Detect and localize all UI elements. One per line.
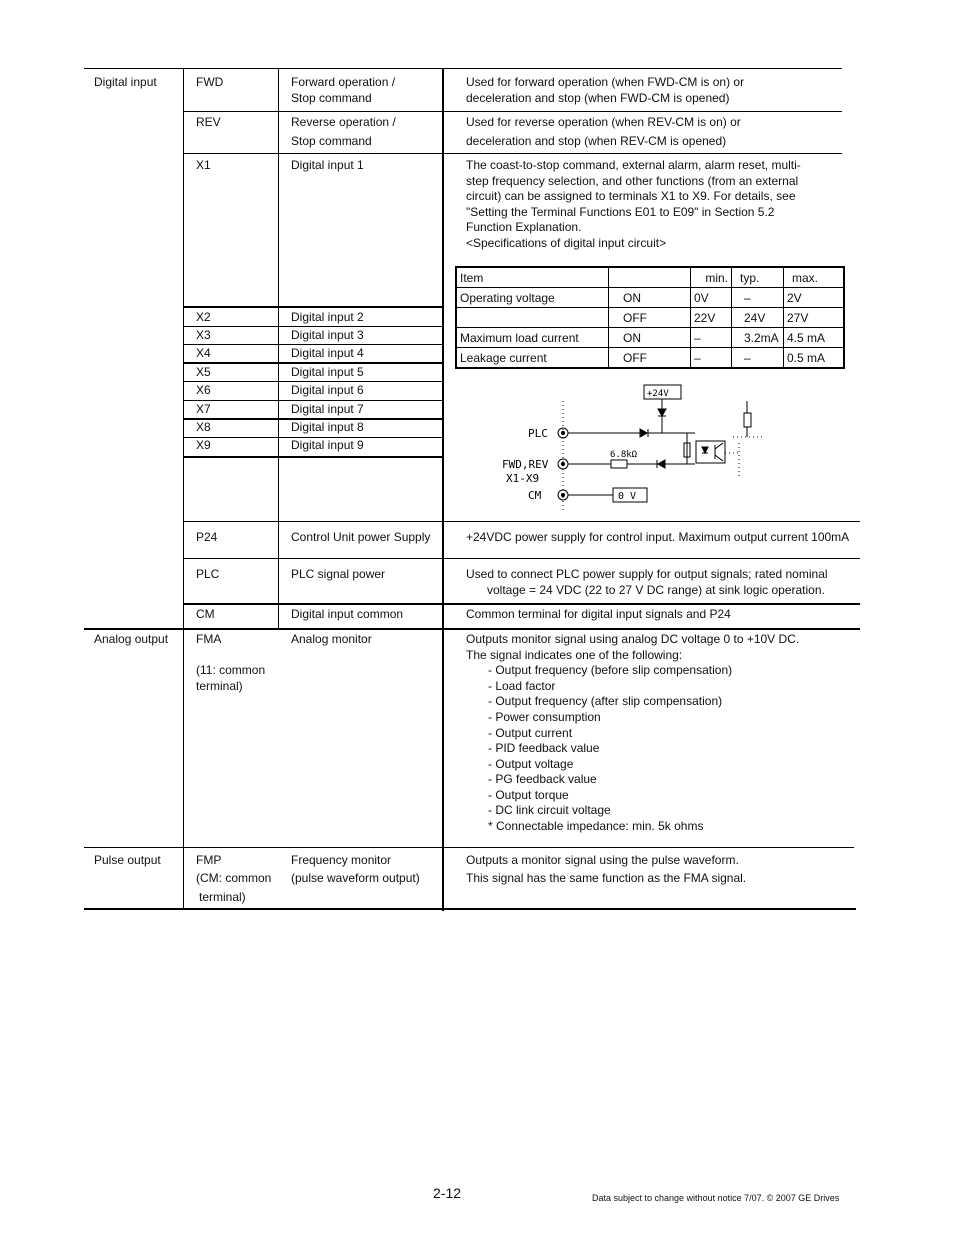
name-x1: Digital input 1 (291, 158, 364, 172)
note-fma-l2: terminal) (196, 679, 243, 693)
name-x5: Digital input 5 (291, 365, 364, 379)
label-cm: CM (528, 489, 542, 502)
symbol-rev: REV (196, 115, 221, 129)
spec-header-min: min. (691, 267, 732, 288)
fma-item: - Output frequency (before slip compensation) (488, 663, 733, 677)
spec-cell: – (732, 348, 784, 369)
spec-header-row (456, 267, 844, 288)
spec-cell: 0.5 mA (784, 348, 845, 369)
fma-item: - Output current (488, 726, 573, 740)
grid-v-1 (183, 68, 184, 628)
spec-cell: 4.5 mA (784, 328, 845, 348)
desc-x1-l3: circuit) can be assigned to terminals X1 to X9. For details, see (466, 189, 796, 203)
row-line-x4 (183, 362, 443, 364)
row-line-x3 (183, 344, 443, 345)
spec-cell: – (732, 288, 784, 308)
symbol-fma: FMA (196, 632, 222, 646)
spec-row-leakage (456, 348, 844, 369)
fma-item: - Output voltage (488, 757, 574, 771)
symbol-x6: X6 (196, 383, 211, 397)
note-fma-l1: (11: common (196, 663, 266, 677)
grid-v-2 (278, 68, 279, 628)
desc-plc-l2: voltage = 24 VDC (22 to 27 V DC range) at sink logic operation. (487, 583, 825, 597)
spec-cell: 24V (732, 308, 784, 328)
name-fma: Analog monitor (291, 632, 372, 646)
spec-cell: 0V (691, 288, 732, 308)
symbol-cm: CM (196, 607, 215, 621)
name-x7: Digital input 7 (291, 402, 364, 416)
desc-fwd-l1: Used for forward operation (when FWD-CM is on) or (466, 75, 745, 89)
table-top-line (84, 68, 842, 69)
name-p24: Control Unit power Supply (291, 530, 431, 544)
row-line-cm (84, 628, 860, 630)
category-digital-input: Digital input (94, 75, 157, 89)
desc-fmp-l1: Outputs a monitor signal using the pulse waveform. (466, 853, 739, 867)
spec-cell: Maximum load current (456, 328, 609, 348)
fma-item: - Power consumption (488, 710, 601, 724)
spec-cell: ON (609, 328, 691, 348)
spec-cell: Operating voltage (456, 288, 609, 308)
note-fmp-l2: terminal) (199, 890, 246, 904)
symbol-plc: PLC (196, 567, 220, 581)
name-fwd-l1: Forward operation / (291, 75, 396, 89)
digital-input-spec-table (455, 266, 845, 369)
name-x4: Digital input 4 (291, 346, 364, 360)
spec-cell: – (691, 328, 732, 348)
table-bottom-line (84, 908, 856, 910)
fma-item: - PID feedback value (488, 741, 600, 755)
desc-fwd-l2: deceleration and stop (when FWD-CM is opened) (466, 91, 730, 105)
spec-cell: Leakage current (456, 348, 609, 369)
fma-item: - PG feedback value (488, 772, 597, 786)
desc-fma-l1: Outputs monitor signal using analog DC voltage 0 to +10V DC. (466, 632, 800, 646)
label-fwd-rev: FWD,REV (502, 458, 549, 471)
symbol-fmp: FMP (196, 853, 222, 867)
desc-plc-l1: Used to connect PLC power supply for output signals; rated nominal (466, 567, 828, 581)
symbol-fwd: FWD (196, 75, 224, 89)
symbol-x4: X4 (196, 346, 211, 360)
desc-fmp-l2: This signal has the same function as the FMA signal. (466, 871, 747, 885)
symbol-x2: X2 (196, 310, 211, 324)
spec-row-operating-off (456, 308, 844, 328)
spec-cell: 22V (691, 308, 732, 328)
row-line-x6 (183, 400, 443, 401)
desc-x1-l2: step frequency selection, and other functions (from an external (466, 174, 799, 188)
row-line-x2 (183, 326, 443, 327)
name-x8: Digital input 8 (291, 420, 364, 434)
desc-x1-l6: <Specifications of digital input circuit> (466, 236, 667, 250)
spec-cell: 27V (784, 308, 845, 328)
name-x6: Digital input 6 (291, 383, 364, 397)
spec-cell: OFF (609, 348, 691, 369)
name-cm: Digital input common (291, 607, 404, 621)
name-x2: Digital input 2 (291, 310, 364, 324)
symbol-x9: X9 (196, 438, 211, 452)
name-rev-l2: Stop command (291, 134, 372, 148)
name-fwd-l2: Stop command (291, 91, 372, 105)
spec-row-max-load (456, 328, 844, 348)
spec-cell: 2V (784, 288, 845, 308)
category-pulse-output: Pulse output (94, 853, 161, 867)
grid-v-1b (183, 630, 184, 909)
spec-header-state (609, 267, 691, 288)
row-line-x-end (183, 521, 860, 522)
symbol-x1: X1 (196, 158, 211, 172)
name-x9: Digital input 9 (291, 438, 364, 452)
desc-rev-l2: deceleration and stop (when REV-CM is opened) (466, 134, 727, 148)
footer-notice: Data subject to change without notice 7/07. © 2007 GE Drives (592, 1193, 840, 1203)
row-line-fwd (183, 111, 842, 112)
spec-header-max: max. (784, 267, 845, 288)
spec-cell: OFF (609, 308, 691, 328)
label-24v: +24V (647, 389, 669, 399)
spec-cell (456, 308, 609, 328)
spec-header-item: Item (456, 267, 609, 288)
row-line-p24 (183, 558, 860, 559)
spec-row-operating-on (456, 288, 844, 308)
name-fmp-l1: Frequency monitor (291, 853, 392, 867)
desc-rev-l1: Used for reverse operation (when REV-CM is on) or (466, 115, 741, 129)
fma-item: - DC link circuit voltage (488, 803, 611, 817)
desc-cm: Common terminal for digital input signals and P24 (466, 607, 731, 621)
symbol-x8: X8 (196, 420, 211, 434)
symbol-x7: X7 (196, 402, 211, 416)
name-fmp-l2: (pulse waveform output) (291, 871, 420, 885)
desc-x1-l4: "Setting the Terminal Functions E01 to E09" in Section 5.2 (466, 205, 775, 219)
spec-cell: ON (609, 288, 691, 308)
label-x1-x9: X1-X9 (506, 472, 540, 485)
row-line-x9 (183, 456, 443, 458)
spec-header-typ: typ. (732, 267, 784, 288)
label-resistor: 6.8kΩ (610, 450, 638, 460)
digital-input-circuit-diagram (495, 383, 775, 513)
symbol-x3: X3 (196, 328, 211, 342)
label-plc: PLC (528, 427, 548, 440)
fma-item: - Output frequency (after slip compensation) (488, 694, 723, 708)
desc-p24: +24VDC power supply for control input. Maximum output current 100mA (466, 530, 850, 544)
page-number: 2-12 (433, 1185, 462, 1201)
name-rev-l1: Reverse operation / (291, 115, 396, 129)
grid-v-3 (442, 68, 444, 911)
label-0v: 0 V (618, 491, 637, 502)
row-line-x1 (183, 306, 443, 308)
spec-cell: – (691, 348, 732, 369)
spec-cell: 3.2mA (732, 328, 784, 348)
row-line-plc (183, 603, 860, 605)
category-analog-output: Analog output (94, 632, 169, 646)
desc-fma-l2: The signal indicates one of the following: (466, 648, 683, 662)
name-x3: Digital input 3 (291, 328, 364, 342)
row-line-rev (183, 153, 842, 154)
note-fmp-l1: (CM: common (196, 871, 272, 885)
row-line-fma (84, 847, 854, 848)
desc-x1-l1: The coast-to-stop command, external alarm, alarm reset, multi- (466, 158, 801, 172)
fma-impedance-note: * Connectable impedance: min. 5k ohms (488, 819, 704, 833)
row-line-x5 (183, 381, 443, 382)
symbol-x5: X5 (196, 365, 211, 379)
symbol-p24: P24 (196, 530, 218, 544)
desc-x1-l5: Function Explanation. (466, 220, 582, 234)
name-plc: PLC signal power (291, 567, 386, 581)
fma-item: - Load factor (488, 679, 556, 693)
fma-item: - Output torque (488, 788, 569, 802)
